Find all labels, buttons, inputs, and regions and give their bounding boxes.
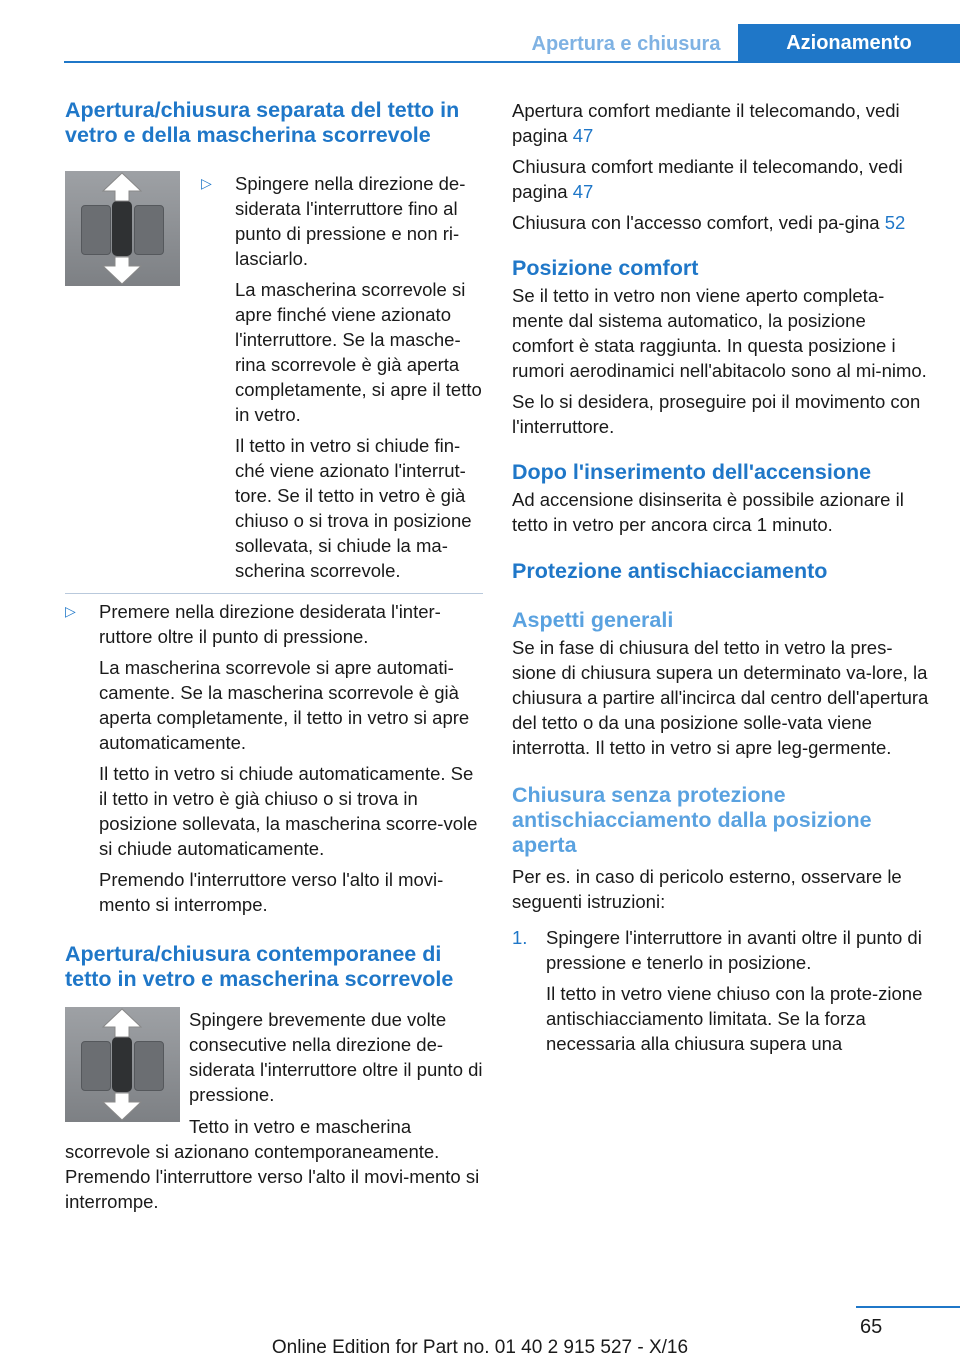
switch-figure-1 [65,171,180,286]
right-column [512,98,930,1056]
bullet-triangle-icon: ▷ [65,603,76,619]
page-number: 65 [860,1316,883,1338]
bullet-triangle-icon: ▷ [201,175,212,191]
heading-simultaneous: Apertura/chiusura contemporanee di tetto in vetro e mascherina scorrevole [65,942,454,991]
page-number-rule [856,1306,960,1308]
running-header-section: Apertura e chiusura [531,33,721,55]
switch-figure-2 [65,1007,180,1122]
bullet-text: Premere nella direzione desiderata l'inter-ruttore oltre il punto di pressione. [99,601,441,647]
item-text: Spingere l'interruttore in avanti oltre il punto di pressione e tenerlo in posizione. [546,927,922,973]
running-header-tab: Azionamento [738,24,960,61]
page-link[interactable]: 47 [572,125,594,146]
bullet-item [65,599,483,917]
paragraph: Se lo si desidera, proseguire poi il movimento con l'interruttore. [512,391,921,437]
bullet-text: Il tetto in vetro si chiude automaticamente. Se il tetto in vetro è già chiuso o si trova in posizione sollevata, la mascherina scorre-vole si chiude automaticamente. [99,763,478,859]
paragraph: Ad accensione disinserita è possibile azionare il tetto in vetro per ancora circa 1 minuto. [512,489,904,535]
item-text: Il tetto in vetro viene chiuso con la prote-zione antischiacciamento limitata. Se la forza necessaria alla chiusura supera una [546,983,923,1054]
paragraph: Se il tetto in vetro non viene aperto completa-mente dal sistema automatico, la posizione comfort è stata raggiunta. In questa posizione i rumori aerodinamici nell'abitacolo sono al mi-nimo. [512,285,927,381]
paragraph: Spingere brevemente due volte consecutive nella direzione de-siderata l'interruttore oltre il punto di pressione. [189,1009,483,1105]
left-column [65,98,483,1214]
heading-after-ignition: Dopo l'inserimento dell'accensione [512,460,872,484]
heading-comfort-position: Posizione comfort [512,256,699,280]
paragraph: Apertura comfort mediante il telecomando, vedi pagina 47 [512,100,900,146]
footer-edition: Online Edition for Part no. 01 40 2 915 527 - X/16 [271,1337,689,1358]
page-link[interactable]: 52 [884,212,906,233]
bullet-text: La mascherina scorrevole si apre automati-camente. Se la mascherina scorrevole è già aperta completamente, il tetto in vetro si apre automaticamente. [99,657,470,753]
arrow-up-down-icon [65,171,180,286]
arrow-up-down-icon [65,1007,180,1122]
paragraph: Per es. in caso di pericolo esterno, osservare le seguenti istruzioni: [512,866,902,912]
bullet-text: Il tetto in vetro si chiude fin-ché viene azionato l'interrut-tore. Se il tetto in vetro è già chiuso o si trova in posizione sollevata, si chiude la ma-scherina scorrevole. [235,435,472,581]
page-link[interactable]: 47 [572,181,594,202]
paragraph: Chiusura comfort mediante il telecomando, vedi pagina 47 [512,156,903,202]
bullet-item [201,171,483,583]
heading-separate-opening: Apertura/chiusura separata del tetto in vetro e della mascherina scorrevole [65,98,460,147]
paragraph: Tetto in vetro e mascherina scorrevole si azionano contemporaneamente. Premendo l'interruttore verso l'alto il movi-mento si interrompe. [65,1116,480,1212]
header-rule [64,61,960,63]
paragraph: Chiusura con l'accesso comfort, vedi pa-gina 52 [512,212,906,233]
heading-pinch-protection: Protezione antischiacciamento [512,559,828,583]
separator [65,593,483,594]
bullet-text: Spingere nella direzione de-siderata l'interruttore fino al punto di pressione e non ri-lasciarlo. [235,173,466,269]
heading-closing-without-protection: Chiusura senza protezione antischiacciamento dalla posizione aperta [512,783,872,857]
numbered-item [512,925,930,1056]
bullet-text: Premendo l'interruttore verso l'alto il movi-mento si interrompe. [99,869,444,915]
bullet-text: La mascherina scorrevole si apre finché viene azionato l'interruttore. Se la masche-rina scorrevole è già aperta completamente, si apre il tetto in vetro. [235,279,482,425]
item-number: 1. [512,927,528,948]
paragraph: Se in fase di chiusura del tetto in vetro la pres-sione di chiusura supera un determinato va-lore, la chiusura a partire all'incirca dal centro dell'apertura del tetto o da una posizione solle-vata viene interrotta. Il tetto in vetro si apre leg-germente. [512,637,929,758]
heading-general-aspects: Aspetti generali [512,608,674,632]
